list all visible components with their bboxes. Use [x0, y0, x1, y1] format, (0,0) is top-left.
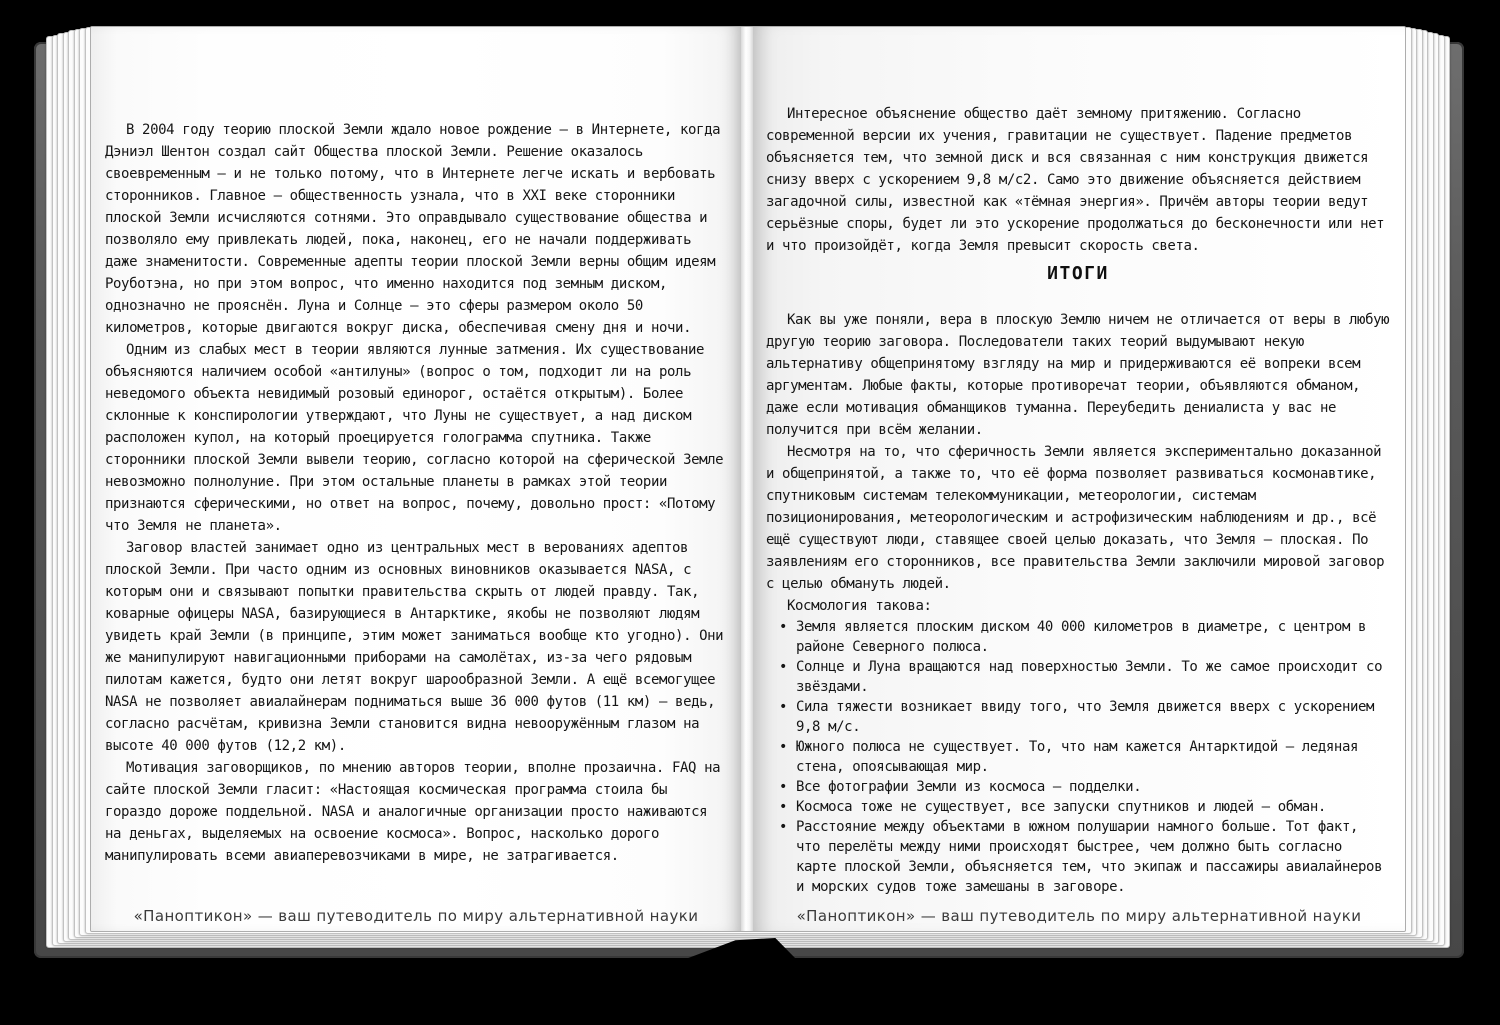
left-page-footer: «Паноптикон» — ваш путеводитель по миру альтернативной науки [133, 907, 699, 925]
cosmology-bullet: • Расстояние между объектами в южном полушарии намного больше. Тот факт, что перелёты между ними происходят быстрее, чем должно быть согласно карте плоской Земли, объясняется тем, что экипаж и пассажиры авиалайнеров и морских судов тоже замешаны в заговоре. [779, 817, 1390, 897]
book-gutter [741, 27, 753, 931]
cosmology-bullet: • Космоса тоже не существует, все запуски спутников и людей — обман. [779, 797, 1390, 817]
right-page [753, 27, 1405, 931]
paragraph: Одним из слабых мест в теории являются лунные затмения. Их существование объясняются наличием особой «антилуны» (вопрос о том, подходит ли на роль неведомого объекта невидимый розовый единорог, остаётся открытым). Более склонные к конспирологии утверждают, что Луны не существует, а над диском расположен купол, на который проецируется голограмма спутника. Также сторонники плоской Земли вывели теорию, согласно которой на сферической Земле невозможно полнолуние. При этом остальные планеты в рамках этой теории признаются сферическими, но ответ на вопрос, почему, довольно прост: «Потому что Земля не планета». [105, 342, 724, 534]
open-book [34, 26, 1464, 958]
paragraph: Несмотря на то, что сферичность Земли является экспериментально доказанной и общепринятой, а также то, что её форма позволяет развиваться космонавтике, спутниковым системам телекоммуникации, метеорологии, системам позиционирования, метеорологическим и астрофизическим наблюдениям и др., всё ещё существуют люди, ставящее своей целью доказать, что Земля — плоская. По заявлениям его сторонников, все правительства Земли заключили мировой заговор с целью обмануть людей. [766, 444, 1385, 592]
right-page-text [753, 27, 1405, 897]
page-spread [90, 26, 1406, 932]
paragraph: Мотивация заговорщиков, по мнению авторов теории, вполне прозаична. FAQ на сайте плоской Земли гласит: «Настоящая космическая программа стоила бы гораздо дороже поддельной. NASA и аналогичные организации просто наживаются на деньгах, выделяемых на освоение космоса». Вопрос, насколько дорого манипулировать всеми авиаперевозчиками в мире, не затрагивается. [105, 760, 721, 864]
page-stack [46, 26, 1450, 948]
paragraph: Как вы уже поняли, вера в плоскую Землю ничем не отличается от веры в любую другую теорию заговора. Последователи таких теорий выдумывают некую альтернативу общепринятому взгляду на мир и придерживаются её вопреки всем аргументам. Любые факты, которые противоречат теории, объявляются обманом, даже если мотивация обманщиков туманна. Переубедить дениалиста у вас не получится при всём желании. [766, 312, 1390, 438]
left-page-text [91, 27, 741, 867]
paragraph: В 2004 году теорию плоской Земли ждало новое рождение — в Интернете, когда Дэниэл Шентон создал сайт Общества плоской Земли. Решение оказалось своевременным — и не только потому, что в Интернете легче искать и вербовать сторонников. Главное — общественность узнала, что в XXI веке сторонники плоской Земли исчисляются сотнями. Это оправдывало существование общества и позволяло ему привлекать людей, пока, наконец, его не начали поддерживать даже знаменитости. Современные адепты теории плоской Земли верны общим идеям Роуботэна, но при этом вопрос, что именно находится под земным диском, однозначно не прояснён. Луна и Солнце — это сферы размером около 50 километров, которые двигаются вокруг диска, обеспечивая смену дня и ночи. [105, 122, 721, 336]
cosmology-list [766, 617, 1390, 897]
cosmology-bullet: • Земля является плоским диском 40 000 километров в диаметре, с центром в районе Северного полюса. [779, 617, 1390, 657]
cosmology-bullet: • Южного полюса не существует. То, что нам кажется Антарктидой — ледяная стена, опоясывающая мир. [779, 737, 1390, 777]
right-page-footer: «Паноптикон» — ваш путеводитель по миру альтернативной науки [796, 907, 1362, 925]
paragraph: Заговор властей занимает одно из центральных мест в верованиях адептов плоской Земли. При часто одним из основных виновников оказывается NASA, с которым они и связывают попытки правительства скрыть от людей правду. Так, коварные офицеры NASA, базирующиеся в Антарктике, якобы не позволяют людям увидеть край Земли (в принципе, этим может заниматься вообще кто угодно). Они же манипулируют навигационными приборами на самолётах, из-за чего рядовым пилотам кажется, будто они летят вокруг шарообразной Земли. А ещё всемогущее NASA не позволяет авиалайнерам подниматься выше 36 000 футов (11 км) — ведь, согласно расчётам, кривизна Земли становится видна невооружённым глазом на высоте 40 000 футов (12,2 км). [105, 540, 724, 754]
section-heading: ИТОГИ [1047, 263, 1109, 284]
cosmology-bullet: • Солнце и Луна вращаются над поверхностью Земли. То же самое происходит со звёздами. [779, 657, 1390, 697]
left-page [91, 27, 741, 931]
cosmology-bullet: • Все фотографии Земли из космоса — подделки. [779, 777, 1390, 797]
paragraph: Интересное объяснение общество даёт земному притяжению. Согласно современной версии их учения, гравитации не существует. Падение предметов объясняется тем, что земной диск и вся связанная с ним конструкция движется снизу вверх с ускорением 9,8 м/с2. Само это движение объясняется действием загадочной силы, известной как «тёмная энергия». Причём авторы теории ведут серьёзные споры, будет ли это ускорение продолжаться до бесконечности или нет и что произойдёт, когда Земля превысит скорость света. [766, 106, 1385, 254]
cosmology-label: Космология такова: [787, 598, 932, 614]
cosmology-bullet: • Сила тяжести возникает ввиду того, что Земля движется вверх с ускорением 9,8 м/с. [779, 697, 1390, 737]
